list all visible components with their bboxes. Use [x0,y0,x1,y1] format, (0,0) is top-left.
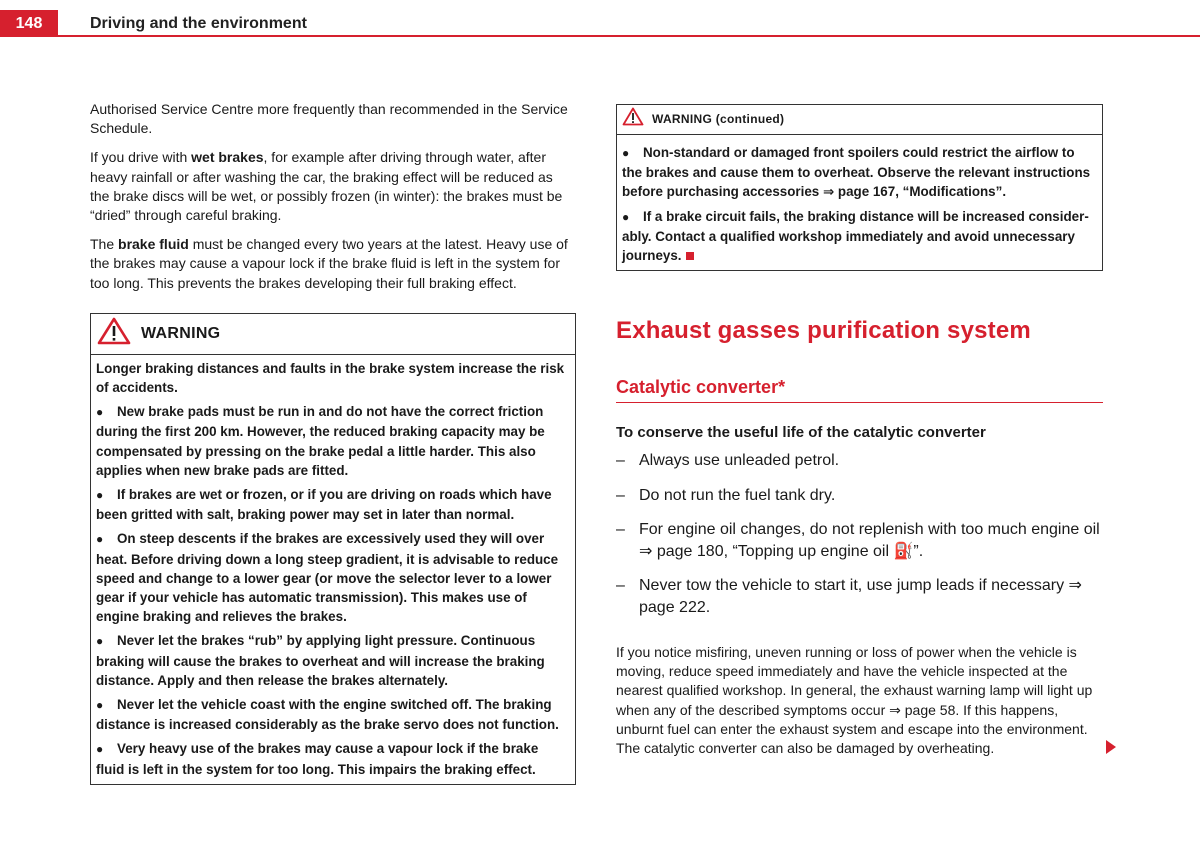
warning-item [96,529,569,626]
warning-body [91,355,575,784]
list-item [616,485,1103,507]
warning-item-text: New brake pads must be run in and do not have the correct friction during the first 200 km. However, the reduced braking capacity may be compensated by pressing on the brake pedal a little harder. This also applies when new brake pads are fitted. [96,404,545,478]
warning-continued-box [616,104,1103,271]
emphasis-brake-fluid: brake fluid [118,236,189,253]
warning-item [96,631,569,690]
list-item [616,575,1103,618]
warning-continued-body [617,135,1102,270]
section-title: Exhaust gasses purification system [616,317,1031,344]
list-item-text: Always use unleaded petrol. [639,452,840,469]
end-of-section-marker [686,252,694,260]
warning-item-text: Non-standard or damaged front spoilers could restrict the airflow to the brakes and cause them to overheat. Observe the relevant instructions before purchasing accessories ⇒ page 167, “Modifications”. [622,145,1091,200]
warning-intro: Longer braking distances and faults in the brake system increase the risk of accidents. [96,360,565,396]
warning-item [622,207,1096,266]
procedure-steps [616,450,1103,631]
warning-item-text: If brakes are wet or frozen, or if you are driving on roads which have been gritted with salt, braking power may set in later than normal. [96,487,552,523]
warning-header [91,314,575,355]
dash-marker: – [616,452,625,469]
warning-continued-header [617,105,1102,135]
header-rule [58,35,1200,37]
chapter-title: Driving and the environment [90,15,307,32]
warning-item [622,143,1096,202]
bullet-icon: ● [622,209,630,224]
emphasis-wet-brakes: wet brakes [191,149,264,166]
warning-item [96,695,569,734]
left-column [90,100,576,785]
right-column [616,104,1103,271]
bullet-icon: ● [96,488,104,503]
warning-item-text: If a brake circuit fails, the braking distance will be increased considerably. Contact a qualified workshop immediately and avoid unnecessary journeys. [622,208,1089,264]
bullet-icon: ● [96,532,104,547]
bullet-icon: ● [96,634,104,649]
paragraph-service: Authorised Service Centre more frequently than recommended in the Service Schedule. [90,101,568,137]
bullet-icon: ● [96,698,104,713]
warning-triangle-icon [622,107,644,132]
warning-continued-title: WARNING (continued) [652,111,785,126]
text-segment: The [90,236,119,253]
continue-arrow-icon [1106,740,1116,754]
dash-marker: – [616,486,625,504]
text-segment: , for example after driving through water, after heavy rainfall or after washing the car, the braking effect will be reduced as the brake discs will be wet, or possibly frozen (in winter): the brakes must be “dried” through careful braking. [90,149,563,224]
text-segment: If you drive with [90,149,192,166]
text-segment: must be changed every two years at the latest. Heavy use of the brakes may cause a vapour lock if the brake fluid is left in the system for too long. This prevents the brakes developing their full braking effect. [90,236,568,291]
warning-title: WARNING [141,325,221,343]
warning-item-text: Never let the vehicle coast with the engine switched off. The braking distance is increased considerably as the brake servo does not function. [96,697,559,733]
list-item [616,519,1103,562]
procedure-title: To conserve the useful life of the catalytic converter [616,424,986,441]
bullet-icon: ● [622,146,630,160]
warning-item-text: Never let the brakes “rub” by applying light pressure. Continuous braking will cause the brakes to overheat and will increase the braking distance. Apply and then release the brakes alternately. [96,633,545,688]
dash-marker: – [616,521,625,538]
list-item-text: For engine oil changes, do not replenish with too much engine oil ⇒ page 180, “Topping up engine oil ⛽”. [639,521,1100,560]
paragraph-brake-fluid [90,235,576,293]
paragraph-wet-brakes [90,148,576,225]
bullet-icon: ● [96,405,104,420]
warning-item-text: Very heavy use of the brakes may cause a vapour lock if the brake fluid is left in the system for too long. This impairs the braking effect. [96,741,539,777]
bullet-icon: ● [96,742,104,757]
dash-marker: – [616,577,625,594]
page-number: 148 [0,10,58,37]
warning-item [96,739,569,778]
list-item-text: Do not run the fuel tank dry. [639,486,836,504]
warning-triangle-icon [97,317,131,350]
warning-item [96,402,569,480]
subsection-title: Catalytic converter* [616,377,1103,403]
warning-item-text: On steep descents if the brakes are excessively used they will over heat. Before driving down a long steep gradient, it is advisable to reduce speed and change to a lower gear (or move the selector lever to a lower gear if your vehicle has automatic transmission). This makes use of engine braking and relieves the brakes. [96,531,559,625]
warning-item [96,485,569,524]
paragraph-misfiring: If you notice misfiring, uneven running or loss of power when the vehicle is moving, reduce speed immediately and have the vehicle inspected at the nearest qualified workshop. In general, the exhaust warning lamp will light up when any of the described symptoms occur ⇒ page 58. If this happens, unburnt fuel can enter the exhaust system and escape into the environment. The catalytic converter can also be damaged by overheating. [616,644,1093,757]
list-item-text: Never tow the vehicle to start it, use jump leads if necessary ⇒ page 222. [639,577,1082,616]
list-item [616,450,1103,472]
warning-box [90,313,576,785]
